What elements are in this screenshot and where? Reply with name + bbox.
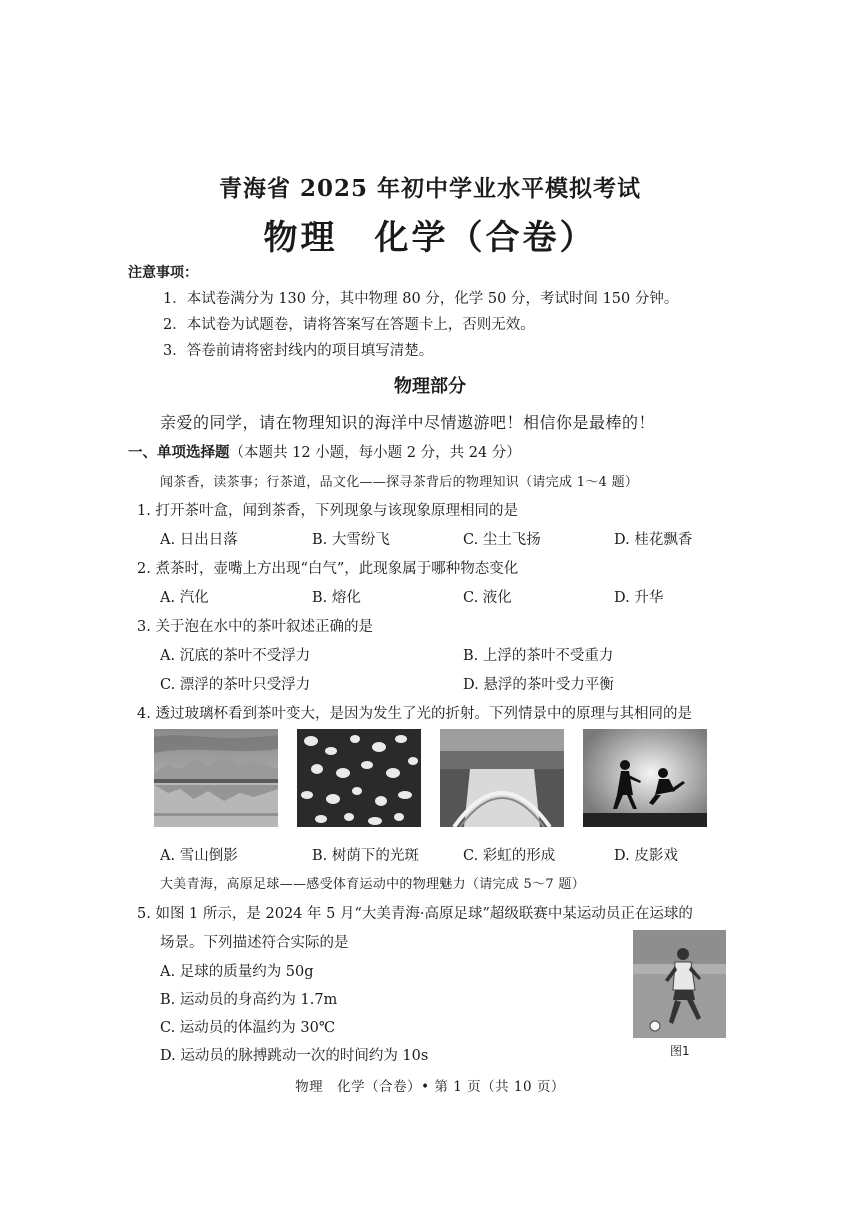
- football-player-photo: [633, 930, 726, 1038]
- question-3-stem: 3. 关于泡在水中的茶叶叙述正确的是: [137, 619, 373, 635]
- q4-option-c: C. 彩虹的形成: [463, 848, 556, 864]
- page-footer: 物理 化学（合卷）• 第 1 页（共 10 页）: [295, 1079, 565, 1095]
- question-5-stem-cont: 场景。下列描述符合实际的是: [160, 935, 349, 951]
- question-4-stem: 4. 透过玻璃杯看到茶叶变大，是因为发生了光的折射。下列情景中的原理与其相同的是: [137, 706, 692, 722]
- q5-option-c: C. 运动员的体温约为 30℃: [160, 1020, 336, 1036]
- question-5-stem: 5. 如图 1 所示，是 2024 年 5 月“大美青海·高原足球”超级联赛中某运动员正在运球的: [137, 906, 693, 922]
- q2-option-b: B. 熔化: [312, 590, 361, 606]
- part-note: （本题共 12 小题，每小题 2 分，共 24 分）: [229, 445, 521, 461]
- q4-option-a: A. 雪山倒影: [160, 848, 238, 864]
- q2-option-c: C. 液化: [463, 590, 512, 606]
- q1-option-a: A. 日出日落: [160, 532, 238, 548]
- exam-title: 青海省 2025 年初中学业水平模拟考试: [218, 175, 642, 202]
- q3-option-d: D. 悬浮的茶叶受力平衡: [463, 677, 614, 693]
- q3-option-a: A. 沉底的茶叶不受浮力: [160, 648, 311, 664]
- q5-option-b: B. 运动员的身高约为 1.7m: [160, 992, 338, 1008]
- notice-item: 3．答卷前请将密封线内的项目填写清楚。: [163, 343, 434, 359]
- notice-item: 2．本试卷为试题卷，请将答案写在答题卡上，否则无效。: [163, 317, 535, 333]
- q4-option-d: D. 皮影戏: [614, 848, 678, 864]
- question-2-stem: 2. 煮茶时，壶嘴上方出现“白气”，此现象属于哪种物态变化: [137, 561, 519, 577]
- snow-mountain-reflection-photo: [154, 729, 278, 827]
- section-title: 物理部分: [394, 376, 466, 397]
- tree-shade-light-spots-photo: [297, 729, 421, 827]
- part-label: 一、单项选择题: [128, 445, 230, 461]
- q4-option-b: B. 树荫下的光斑: [312, 848, 419, 864]
- q3-option-b: B. 上浮的茶叶不受重力: [463, 648, 614, 664]
- figure-label: 图1: [670, 1044, 690, 1058]
- notice-heading: 注意事项：: [128, 265, 198, 281]
- q1-option-c: C. 尘土飞扬: [463, 532, 541, 548]
- q1-option-d: D. 桂花飘香: [614, 532, 693, 548]
- exam-subject: 物理 化学（合卷）: [263, 218, 597, 258]
- notice-item: 1．本试卷满分为 130 分，其中物理 80 分，化学 50 分，考试时间 150 分钟。: [163, 291, 679, 307]
- q3-option-c: C. 漂浮的茶叶只受浮力: [160, 677, 311, 693]
- context-football: 大美青海，高原足球——感受体育运动中的物理魅力（请完成 5～7 题）: [160, 877, 586, 892]
- q2-option-d: D. 升华: [614, 590, 664, 606]
- q1-option-b: B. 大雪纷飞: [312, 532, 390, 548]
- q5-option-a: A. 足球的质量约为 50g: [160, 964, 314, 980]
- shadow-puppet-play-photo: [583, 729, 707, 827]
- q5-option-d: D. 运动员的脉搏跳动一次的时间约为 10s: [160, 1048, 429, 1064]
- part-heading: [128, 441, 521, 462]
- section-motto: 亲爱的同学，请在物理知识的海洋中尽情遨游吧！相信你是最棒的！: [160, 413, 656, 432]
- question-1-stem: 1. 打开茶叶盒，闻到茶香，下列现象与该现象原理相同的是: [137, 503, 518, 519]
- rainbow-waterfall-photo: [440, 729, 564, 827]
- context-tea: 闻茶香，读茶事；行茶道，品文化——探寻茶背后的物理知识（请完成 1～4 题）: [160, 475, 639, 490]
- q2-option-a: A. 汽化: [160, 590, 209, 606]
